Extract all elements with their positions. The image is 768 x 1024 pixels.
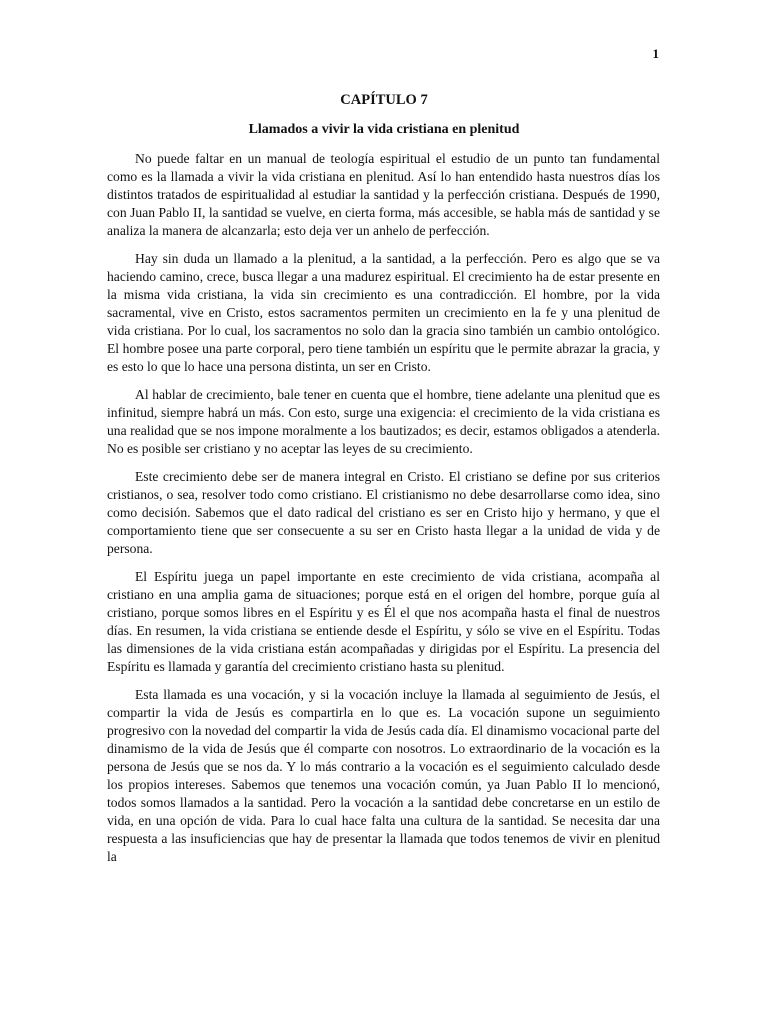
paragraph: Al hablar de crecimiento, bale tener en cuenta que el hombre, tiene adelante una plenitud que es infinitud, siempre habrá un más. Con esto, surge una exigencia: el crecimiento de la vida cristiana es una realidad que se nos impone moralmente a los bautizados; es decir, estamos obligados a atenderla. No es posible ser cristiano y no aceptar las leyes de su crecimiento. — [107, 387, 660, 456]
paragraph: El Espíritu juega un papel importante en este crecimiento de vida cristiana, acompaña al cristiano en una amplia gama de situaciones; porque está en el origen del hombre, porque guía al cristiano, porque somos libres en el Espíritu y es Él el que nos acompaña hasta el final de nuestros días. En resumen, la vida cristiana se entiende desde el Espíritu, y sólo se vive en el Espíritu. Todas las dimensiones de la vida cristiana están acompañadas y dirigidas por el Espíritu. La presencia del Espíritu es llamada y garantía del crecimiento cristiano hasta su plenitud. — [107, 569, 660, 674]
chapter-subtitle: Llamados a vivir la vida cristiana en plenitud — [248, 122, 520, 137]
paragraph: No puede faltar en un manual de teología espiritual el estudio de un punto tan fundamental como es la llamada a vivir la vida cristiana en plenitud. Así lo han entendido hasta nuestros días los distintos tratados de espiritualidad al estudiar la santidad y la perfección cristiana. Después de 1990, con Juan Pablo II, la santidad se vuelve, en cierta forma, más accesible, se habla más de santidad y se analiza la manera de alcanzarla; esto deja ver un anhelo de perfección. — [107, 151, 660, 238]
chapter-heading: CAPÍTULO 7 — [340, 92, 428, 108]
body-text — [107, 150, 660, 876]
paragraph: Este crecimiento debe ser de manera integral en Cristo. El cristiano se define por sus criterios cristianos, o sea, resolver todo como cristiano. El cristianismo no debe desarrollarse como idea, sino como decisión. Sabemos que el dato radical del cristiano es ser en Cristo hijo y hermano, y que el comportamiento tiene que ser consecuente a su ser en Cristo hasta llegar a la unidad de vida y de persona. — [107, 469, 660, 556]
paragraph: Hay sin duda un llamado a la plenitud, a la santidad, a la perfección. Pero es algo que se va haciendo camino, crece, busca llegar a una madurez espiritual. El crecimiento ha de estar presente en la misma vida cristiana, la vida sin crecimiento es una contradicción. El hombre, por la vida sacramental, vive en Cristo, estos sacramentos permiten un crecimiento en la fe y una plenitud de vida cristiana. Por lo cual, los sacramentos no solo dan la gracia sino también un cambio ontológico. El hombre posee una parte corporal, pero tiene también un espíritu que le permite abrazar la gracia, y es esto lo que lo hace una persona distinta, un ser en Cristo. — [107, 251, 660, 374]
page-number: 1 — [652, 46, 659, 61]
paragraph: Esta llamada es una vocación, y si la vocación incluye la llamada al seguimiento de Jesús, el compartir la vida de Jesús es compartirla en lo que es. La vocación supone un seguimiento progresivo con la novedad del compartir la vida de Jesús cada día. El dinamismo vocacional parte del dinamismo de la vida de Jesús que él comparte con nosotros. Lo extraordinario de la vocación es la persona de Jesús que se nos da. Y lo más contrario a la vocación es el seguimiento calculado desde los propios intereses. Sabemos que tenemos una vocación común, ya Juan Pablo II lo mencionó, todos somos llamados a la santidad. Pero la vocación a la santidad debe concretarse en un estilo de vida, en una opción de vida. Para lo cual hace falta una cultura de la santidad. Se necesita dar una respuesta a las insuficiencias que hay de presentar la llamada que todos tenemos de vivir en plenitud la — [107, 687, 660, 864]
